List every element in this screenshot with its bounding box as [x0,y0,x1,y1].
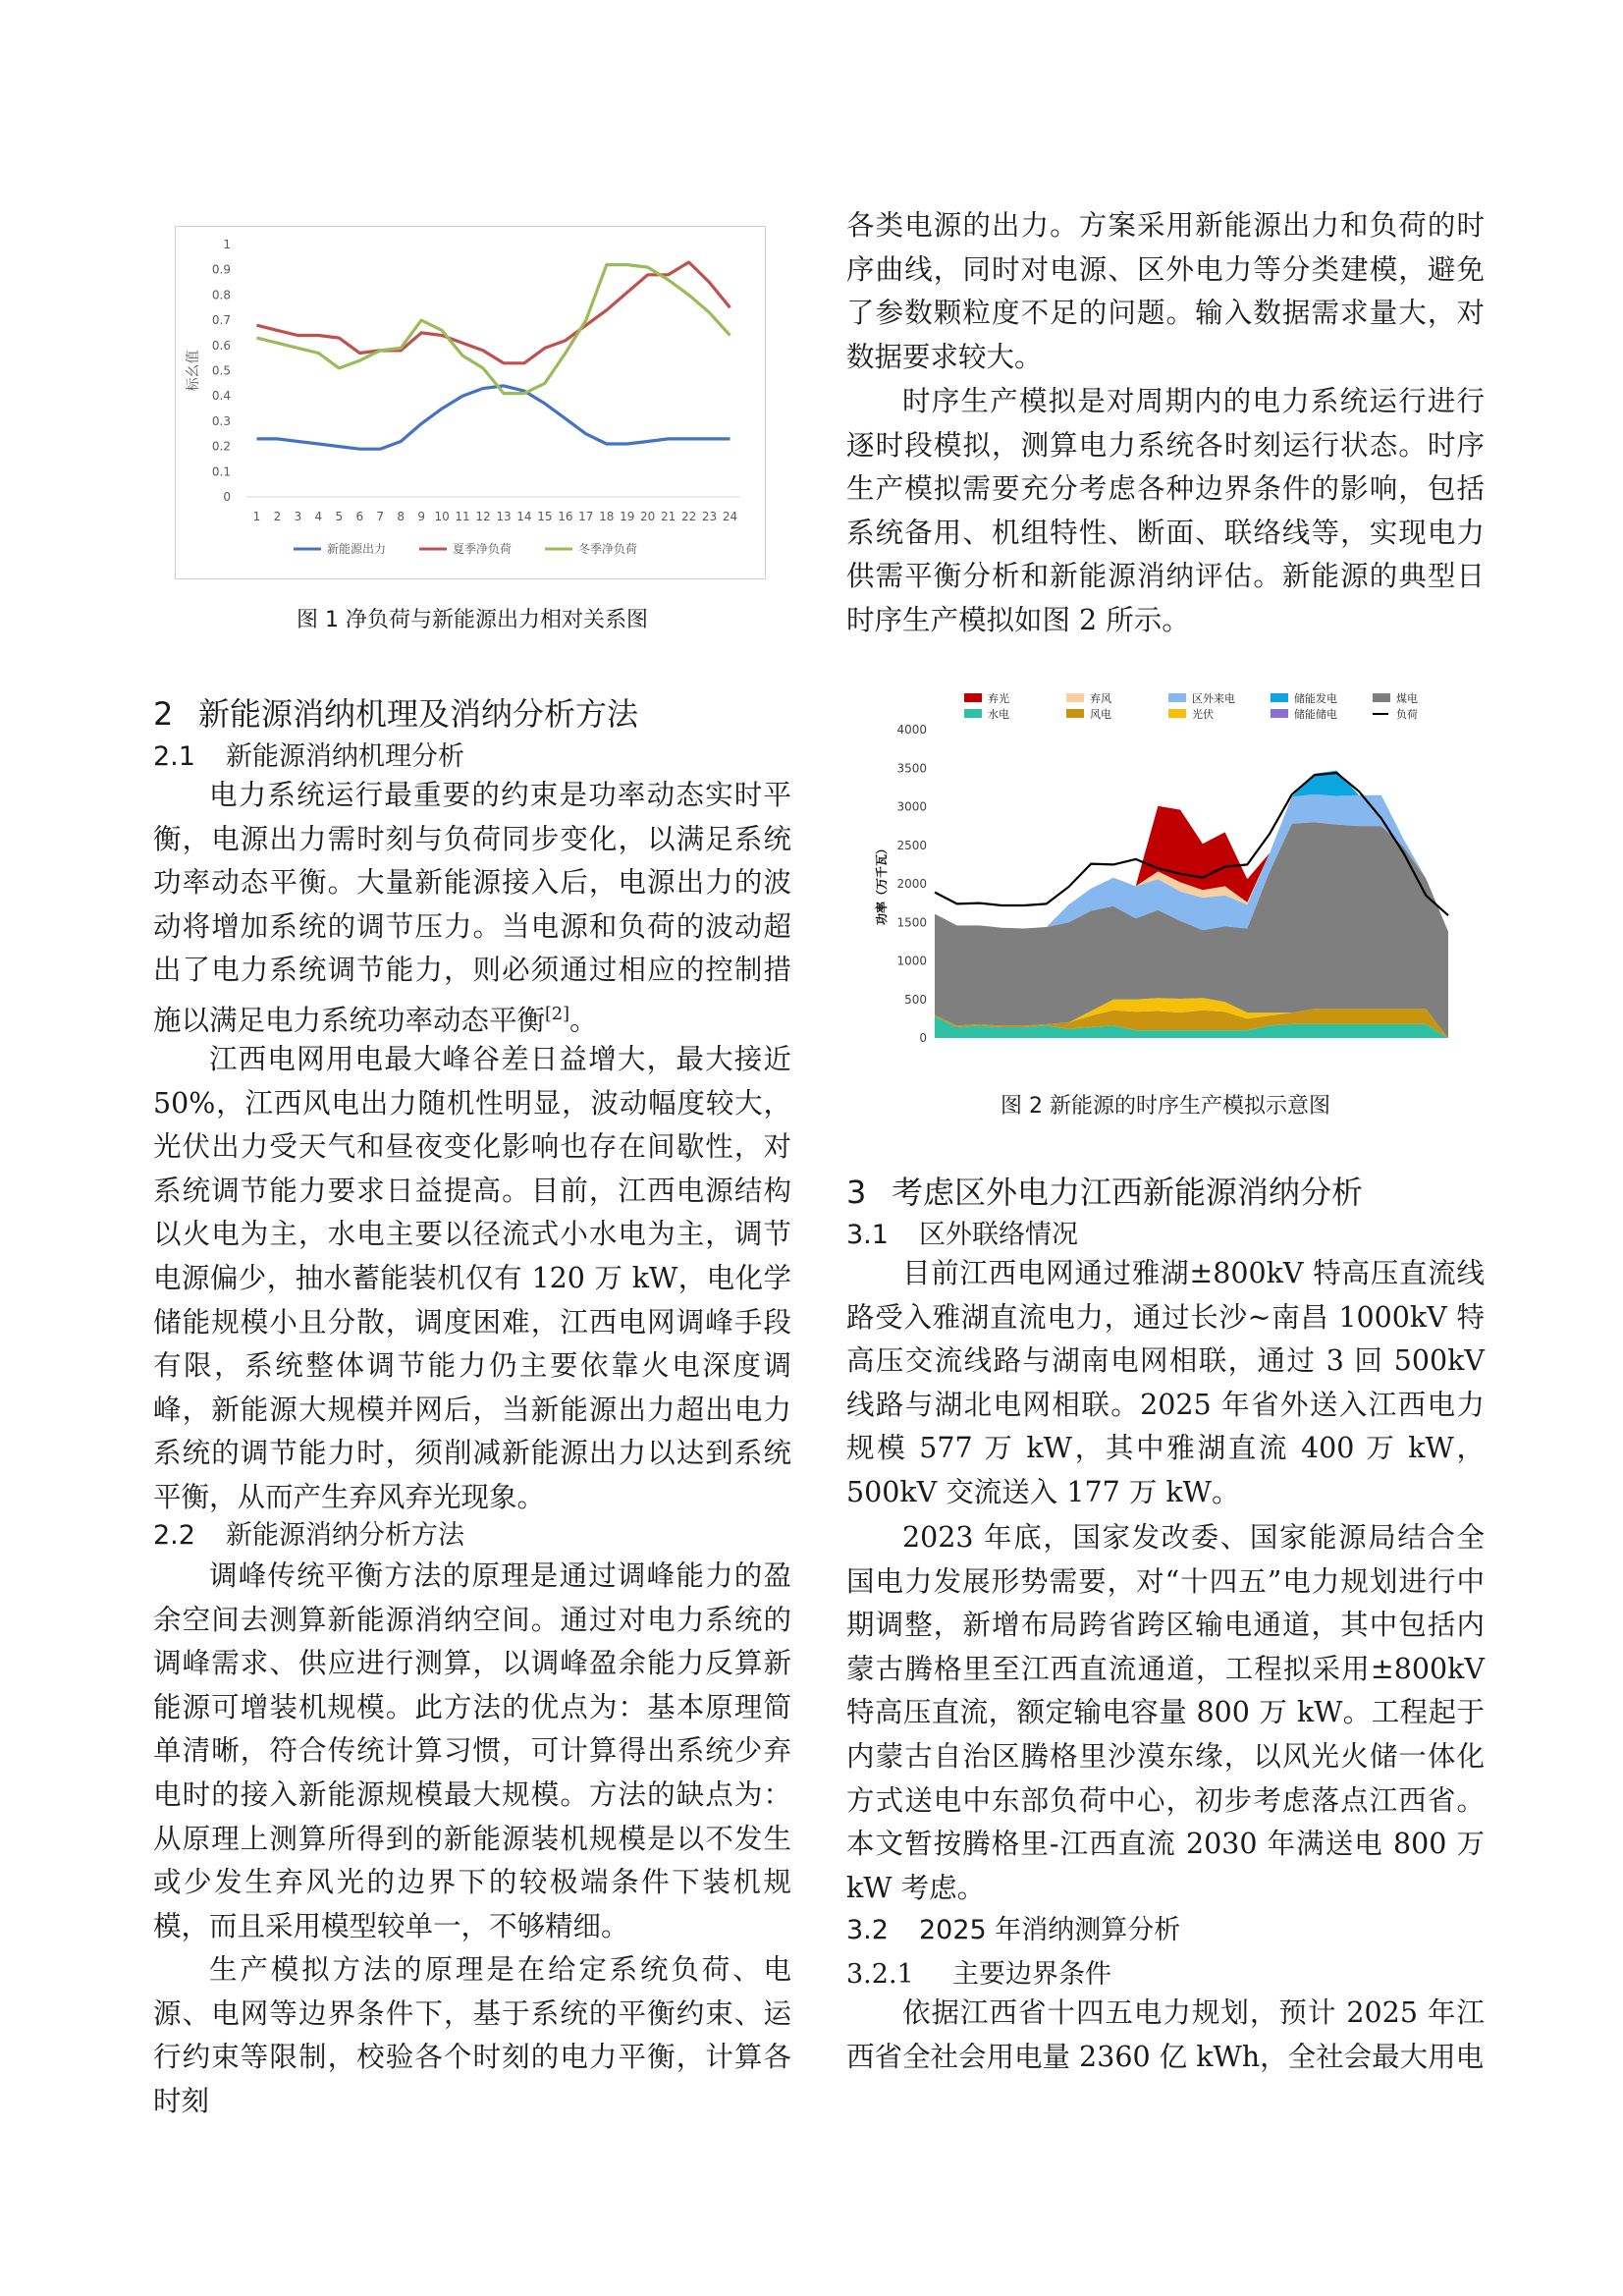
legend-swatch [1373,693,1390,702]
x-tick-label: 9 [417,510,425,523]
legend-swatch [1271,709,1288,718]
legend-label: 风电 [1090,708,1111,721]
section-number: 3.2 [846,1915,889,1945]
section-3-2-1-heading [846,1957,1111,1993]
figure-1-chart [176,227,765,578]
figure-2-caption: 图 2 新能源的时序生产模拟示意图 [1001,1094,1330,1119]
y-tick-label: 0 [919,1031,927,1045]
y-tick-label: 500 [904,992,927,1007]
legend-label: 水电 [988,708,1009,721]
paragraph-text: 电力系统运行最重要的约束是功率动态实时平衡，电源出力需时刻与负荷同步变化，以满足系统功率动态平衡。大量新能源接入后，电源出力的波动将增加系统的调节压力。当电源和负荷的波动超出了电力系统调节能力，则必须通过相应的控制措施以满足电力系统功率动态平衡 [153,779,791,1037]
y-tick-label: 0 [223,490,231,504]
paragraph: 各类电源的出力。方案采用新能源出力和负荷的时序曲线，同时对电源、区外电力等分类建模，避免了参数颗粒度不足的问题。输入数据需求量大，对数据要求较大。 [846,209,1485,373]
section-title: 新能源消纳分析方法 [226,1520,464,1551]
y-tick-label: 0.8 [211,288,231,302]
y-tick-label: 0.3 [211,413,231,428]
section-3-heading [846,1173,1363,1212]
y-tick-label: 4000 [896,723,927,737]
legend-label: 区外来电 [1192,692,1235,705]
citation-ref[interactable]: [2] [545,1004,570,1024]
paragraph: 调峰传统平衡方法的原理是通过调峰能力的盈余空间去测算新能源消纳空间。通过对电力系统的调峰需求、供应进行测算，以调峰盈余能力反算新能源可增装机规模。此方法的优点为：基本原理简单清晰，符合传统计算习惯，可计算得出系统少弃电时的接入新能源规模最大规模。方法的缺点为：从原理上测算所得到的新能源装机规模是以不发生或少发生弃风光的边界下的较极端条件下装机规模，而且采用模型较单一，不够精细。 [153,1559,791,1942]
y-tick-label: 0.2 [211,439,231,454]
section-2-2-heading [153,1518,464,1554]
paragraph: 目前江西电网通过雅湖±800kV 特高压直流线路受入雅湖直流电力，通过长沙~南昌 1000kV 特高压交流线路与湖南电网相联，通过 3 回 500kV 线路与湖北电网相联。2025 年省外送入江西电力规模 577 万 kW，其中雅湖直流 400 万 kW，500kV 交流送入 177 万 kW。 [846,1257,1485,1508]
section-title: 新能源消纳机理及消纳分析方法 [198,695,639,733]
section-title: 主要边界条件 [952,1959,1111,1990]
section-3-1-heading [846,1218,1078,1253]
x-tick-label: 5 [335,510,344,523]
paragraph: 时序生产模拟是对周期内的电力系统运行进行逐时段模拟，测算电力系统各时刻运行状态。时序生产模拟需要充分考虑各种边界条件的影响，包括系统备用、机组特性、断面、联络线等，实现电力供需平衡分析和新能源消纳评估。新能源的典型日时序生产模拟如图 2 所示。 [846,385,1485,636]
y-tick-label: 3500 [896,761,927,776]
y-tick-label: 1000 [896,954,927,968]
legend-label: 储能储电 [1294,708,1337,721]
legend-swatch [1271,693,1288,702]
legend-label: 储能发电 [1294,692,1337,705]
x-tick-label: 12 [475,510,491,523]
legend-swatch [1066,709,1084,718]
x-tick-label: 22 [680,510,697,523]
x-tick-label: 10 [434,510,450,523]
x-tick-label: 3 [294,510,302,523]
x-tick-label: 13 [496,510,512,523]
series-line [257,386,730,449]
legend-label: 新能源出力 [327,542,387,556]
figure-2-chart [874,683,1463,1056]
section-number: 2.1 [153,741,195,772]
x-tick-label: 15 [537,510,553,523]
y-axis-label: 功率（万千瓦） [875,842,889,926]
legend-label: 负荷 [1396,708,1418,721]
legend-label: 冬季净负荷 [578,542,638,556]
figure-2 [874,683,1463,1056]
paragraph: 江西电网用电最大峰谷差日益增大，最大接近50%，江西风电出力随机性明显，波动幅度较大，光伏出力受天气和昼夜变化影响也存在间歇性，对系统调节能力要求日益提高。目前，江西电源结构以火电为主，水电主要以径流式小水电为主，调节电源偏少，抽水蓄能装机仅有 120 万 kW，电化学储能规模小且分散，调度困难，江西电网调峰手段有限，系统整体调节能力仍主要依靠火电深度调峰，新能源大规模并网后，当新能源出力超出电力系统的调节能力时，须削减新能源出力以达到系统平衡，从而产生弃风弃光现象。 [153,1043,791,1513]
y-tick-label: 2500 [896,838,927,852]
series-line [257,262,730,363]
section-title: 2025 年消纳测算分析 [919,1915,1181,1945]
section-title: 考虑区外电力江西新能源消纳分析 [892,1174,1364,1211]
legend-swatch [1066,693,1084,702]
paragraph [153,774,791,1043]
y-tick-label: 0.9 [211,262,231,277]
y-tick-label: 0.6 [211,338,231,353]
x-tick-label: 17 [578,510,594,523]
legend-swatch [964,709,982,718]
y-tick-label: 0.1 [211,465,231,479]
x-tick-label: 4 [314,510,323,523]
x-tick-label: 8 [397,510,406,523]
x-tick-label: 21 [661,510,676,523]
section-number: 3.1 [846,1220,889,1250]
y-tick-label: 2000 [896,877,927,891]
section-number: 3 [846,1174,867,1211]
legend-label: 弃光 [988,692,1009,705]
x-tick-label: 11 [455,510,470,523]
y-tick-label: 3000 [896,799,927,814]
legend-label: 弃风 [1090,692,1111,705]
section-number: 3.2.1 [846,1959,914,1990]
series-line [257,265,730,394]
y-tick-label: 1500 [896,915,927,930]
legend-label: 光伏 [1192,708,1214,721]
section-number: 2.2 [153,1520,195,1551]
paragraph: 生产模拟方法的原理是在给定系统负荷、电源、电网等边界条件下，基于系统的平衡约束、运行约束等限制，校验各个时刻的电力平衡，计算各时刻 [153,1953,791,2117]
y-axis-label: 标幺值 [186,350,201,392]
x-tick-label: 24 [722,510,738,523]
x-tick-label: 2 [273,510,282,523]
legend-swatch [964,693,982,702]
paragraph-end: 。 [569,1004,598,1037]
legend-label: 夏季净负荷 [453,542,513,556]
section-title: 新能源消纳机理分析 [226,741,464,772]
y-tick-label: 0.4 [211,389,231,404]
x-tick-label: 16 [558,510,573,523]
x-tick-label: 20 [640,510,656,523]
x-tick-label: 7 [376,510,385,523]
x-tick-label: 23 [701,510,718,523]
legend-swatch [1168,709,1186,718]
x-tick-label: 14 [516,510,532,523]
x-tick-label: 6 [355,510,364,523]
paragraph: 2023 年底，国家发改委、国家能源局结合全国电力发展形势需要，对“十四五”电力规划进行中期调整，新增布局跨省跨区输电通道，其中包括内蒙古腾格里至江西直流通道，工程拟采用±800kV 特高压直流，额定输电容量 800 万 kW。工程起于内蒙古自治区腾格里沙漠东缘，以风光火储一体化方式送电中东部负荷中心，初步考虑落点江西省。本文暂按腾格里-江西直流 2030 年满送电 800 万 kW 考虑。 [846,1521,1485,1904]
x-tick-label: 18 [599,510,615,523]
x-tick-label: 19 [620,510,635,523]
section-2-1-heading [153,739,464,775]
y-tick-label: 0.5 [211,363,231,378]
legend-swatch [1168,693,1186,702]
figure-1 [175,226,766,579]
y-tick-label: 0.7 [211,313,231,328]
section-2-heading [153,694,638,734]
section-title: 区外联络情况 [919,1220,1078,1250]
section-number: 2 [153,695,174,733]
paragraph: 依据江西省十四五电力规划，预计 2025 年江西省全社会用电量 2360 亿 kWh，全社会最大用电 [846,1996,1485,2073]
section-3-2-heading [846,1913,1180,1948]
y-tick-label: 1 [223,238,231,251]
x-tick-label: 1 [252,510,261,523]
legend-label: 煤电 [1396,692,1418,705]
figure-1-caption: 图 1 净负荷与新能源出力相对关系图 [297,608,648,632]
